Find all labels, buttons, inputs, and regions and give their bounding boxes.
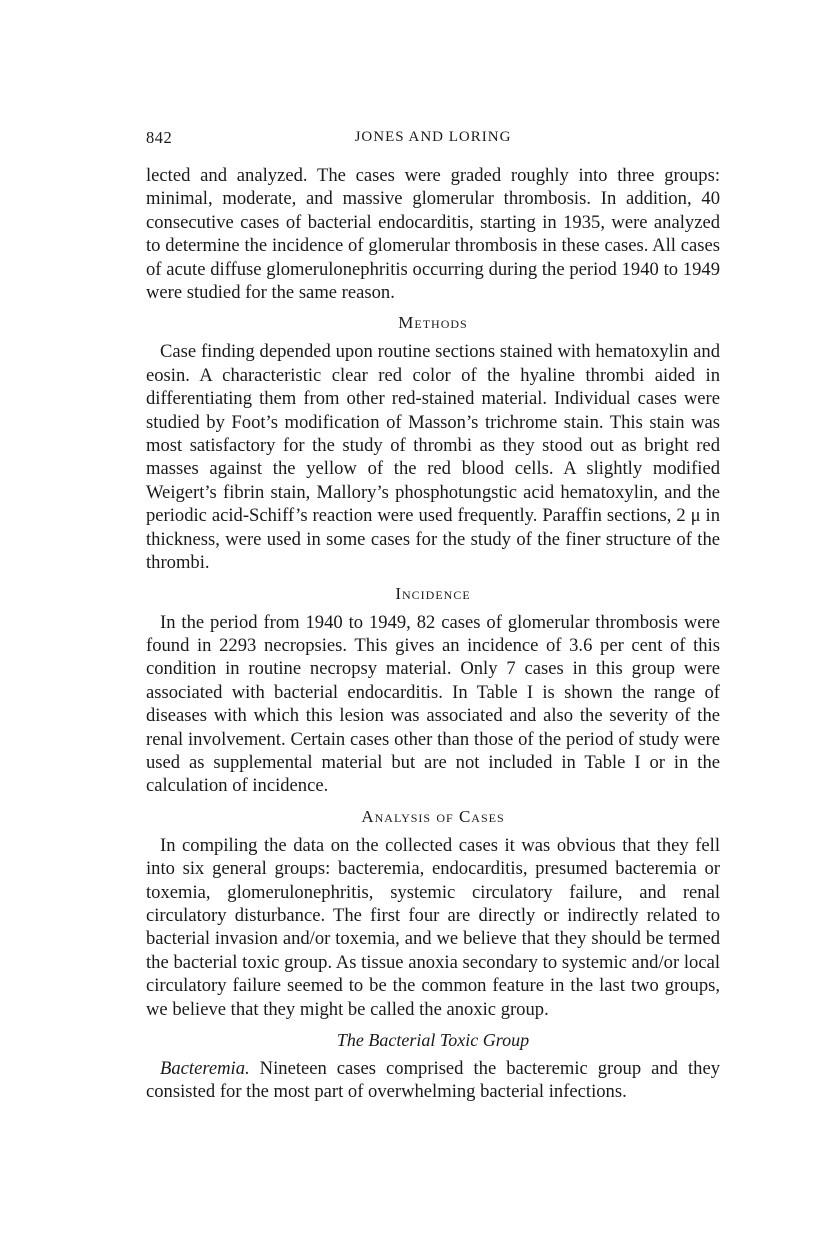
page (146, 128, 720, 1104)
running-head (146, 128, 720, 152)
methods-paragraph: Case finding depended upon routine sections stained with hematoxylin and eosin. A characteristic clear red color of the hyaline thrombi aided in differentiating them from other red-stained material. Individual cases were studied by Foot’s modification of Masson’s trichrome stain. This stain was most satisfactory for the study of thrombi as they stood out as bright red masses against the yellow of the red blood cells. A slightly modified Weigert’s fibrin stain, Mallory’s phosphotungstic acid hematoxylin, and the periodic acid-Schiff’s reaction were used frequently. Paraffin sections, 2 μ in thickness, were used in some cases for the study of the finer structure of the thrombi. (146, 341, 720, 574)
bacteremia-run-in-heading: Bacteremia. (160, 1058, 250, 1079)
bacterial-toxic-group-heading: The Bacterial Toxic Group (336, 1030, 530, 1050)
intro-paragraph: lected and analyzed. The cases were graded roughly into three groups: minimal, moderate, and massive glomerular thrombosis. In addition, 40 consecutive cases of bacterial endocarditis, starting in 1935, were analyzed to determine the incidence of glomerular thrombosis in these cases. All cases of acute diffuse glomerulonephritis occurring during the period 1940 to 1949 were studied for the same reason. (146, 165, 720, 304)
analysis-paragraph: In compiling the data on the collected cases it was obvious that they fell into six general groups: bacteremia, endocarditis, presumed bacteremia or toxemia, glomerulonephritis, systemic circulatory failure, and renal circulatory disturbance. The first four are directly or indirectly related to bacterial invasion and/or toxemia, and we believe that they should be termed the bacterial toxic group. As tissue anoxia secondary to systemic and/or local circulatory failure seemed to be the common feature in the last two groups, we believe that they might be called the anoxic group. (146, 834, 720, 1020)
incidence-heading: Incidence (395, 583, 471, 603)
page-number: 842 (146, 128, 173, 147)
incidence-paragraph: In the period from 1940 to 1949, 82 cases of glomerular thrombosis were found in 2293 necropsies. This gives an incidence of 3.6 per cent of this condition in routine necropsy material. Only 7 cases in this group were associated with bacterial endocarditis. In Table I is shown the range of diseases with which this lesion was associated and also the severity of the renal involvement. Certain cases other than those of the period of study were used as supplemental material but are not included in Table I or in the calculation of incidence. (146, 611, 720, 797)
bacteremia-paragraph (146, 1057, 720, 1104)
analysis-heading: Analysis of Cases (361, 806, 505, 826)
running-title: JONES AND LORING (354, 129, 512, 145)
methods-heading: Methods (398, 313, 468, 333)
bacteremia-text: Nineteen cases comprised the bacteremic group and they consisted for the most part of overwhelming bacterial infections. (146, 1058, 720, 1103)
